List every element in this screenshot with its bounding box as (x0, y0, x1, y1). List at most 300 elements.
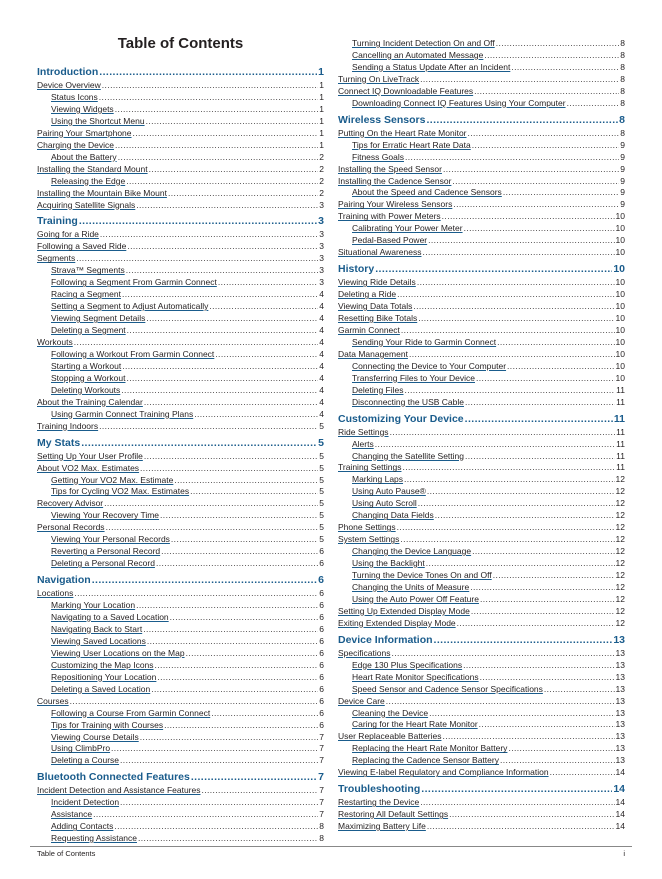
toc-entry-title[interactable]: Data Management (338, 348, 408, 359)
leader-dots (386, 696, 615, 706)
toc-entry-title[interactable]: Turning Incident Detection On and Off (352, 38, 495, 48)
toc-page-number: 3 (319, 229, 324, 240)
toc-entry[interactable] (37, 198, 324, 210)
toc-entry[interactable] (338, 753, 625, 765)
toc-entry[interactable] (338, 371, 625, 383)
toc-page-number: 10 (615, 360, 625, 371)
toc-entry-title[interactable]: Using ClimbPro (51, 743, 111, 754)
toc-entry-title[interactable]: Workouts (37, 337, 73, 347)
toc-entry[interactable] (37, 508, 324, 520)
toc-entry-title[interactable]: Changing the Device Language (352, 546, 472, 557)
toc-entry[interactable] (37, 484, 324, 496)
toc-entry[interactable] (37, 395, 324, 407)
toc-entry[interactable] (37, 174, 324, 186)
toc-section-heading[interactable] (338, 632, 625, 647)
toc-entry[interactable] (338, 96, 625, 108)
toc-entry[interactable] (338, 484, 625, 496)
toc-entry[interactable] (338, 347, 625, 359)
toc-entry-title[interactable]: Sending Your Ride to Garmin Connect (352, 336, 497, 347)
leader-dots (171, 534, 318, 544)
toc-entry-title[interactable]: Viewing Course Details (51, 731, 139, 742)
toc-page-number: 12 (615, 570, 625, 580)
toc-entry-title[interactable]: Bluetooth Connected Features (37, 771, 190, 784)
toc-entry[interactable] (338, 556, 625, 568)
toc-entry[interactable] (37, 819, 324, 831)
leader-dots (74, 337, 319, 347)
toc-entry[interactable] (338, 138, 625, 150)
toc-entry-title[interactable]: Setting Up Extended Display Mode (338, 605, 470, 616)
toc-entry[interactable] (338, 460, 625, 472)
toc-entry-title[interactable]: Status Icons (51, 91, 98, 102)
toc-entry-title[interactable]: Caring for the Heart Rate Monitor (352, 719, 478, 730)
toc-entry-title[interactable]: Deleting Workouts (51, 384, 121, 395)
toc-entry[interactable] (37, 520, 324, 532)
toc-entry-title[interactable]: Sending a Status Update After an Incident (352, 61, 511, 72)
toc-entry-title[interactable]: Replacing the Heart Rate Monitor Battery (352, 743, 508, 754)
toc-entry[interactable] (37, 646, 324, 658)
toc-entry[interactable] (37, 449, 324, 461)
leader-dots (496, 38, 620, 48)
toc-entry-title[interactable]: Using Auto Scroll (352, 498, 417, 509)
toc-entry-title[interactable]: Following a Saved Ride (37, 241, 127, 252)
toc-entry[interactable] (338, 126, 625, 138)
toc-entry[interactable] (338, 580, 625, 592)
toc-entry-title[interactable]: Stopping a Workout (51, 372, 126, 383)
toc-entry-title[interactable]: Downloading Connect IQ Features Using Your Computer (352, 97, 566, 108)
toc-entry-title[interactable]: Deleting a Saved Location (51, 683, 151, 694)
toc-entry[interactable] (338, 694, 625, 706)
toc-page-number: 9 (620, 187, 625, 198)
toc-section-heading[interactable] (37, 572, 324, 587)
toc-entry-title[interactable]: Marking Your Location (51, 600, 136, 611)
leader-dots (149, 164, 319, 174)
toc-entry[interactable] (338, 48, 625, 60)
toc-page-number: 5 (318, 436, 324, 449)
toc-entry[interactable] (338, 670, 625, 682)
toc-entry-title[interactable]: Viewing User Locations on the Map (51, 647, 185, 658)
toc-entry[interactable] (338, 604, 625, 616)
toc-entry-title[interactable]: Using Garmin Connect Training Plans (51, 408, 194, 419)
toc-entry-title[interactable]: Disconnecting the USB Cable (352, 396, 464, 407)
toc-entry-title[interactable]: Changing the Units of Measure (352, 581, 470, 592)
toc-entry-title[interactable]: Following a Workout From Garmin Connect (51, 348, 215, 359)
toc-entry[interactable] (338, 395, 625, 407)
toc-entry[interactable] (338, 299, 625, 311)
toc-entry-title[interactable]: About the Training Calendar (37, 396, 143, 407)
toc-entry[interactable] (37, 670, 324, 682)
toc-entry[interactable] (37, 730, 324, 742)
toc-entry[interactable] (37, 347, 324, 359)
toc-entry[interactable] (338, 185, 625, 197)
leader-dots (397, 522, 615, 532)
toc-entry-title[interactable]: Viewing Ride Details (338, 277, 416, 288)
toc-entry-title[interactable]: Using the Backlight (352, 558, 425, 569)
toc-entry[interactable] (37, 275, 324, 287)
toc-entry[interactable] (338, 508, 625, 520)
toc-entry[interactable] (37, 227, 324, 239)
toc-section-heading[interactable] (37, 769, 324, 784)
toc-entry-title[interactable]: Installing the Standard Mount (37, 163, 148, 174)
toc-entry-title[interactable]: System Settings (338, 534, 400, 545)
toc-entry-title[interactable]: Transferring Files to Your Device (352, 372, 475, 383)
toc-entry-title[interactable]: Customizing Your Device (338, 412, 464, 425)
toc-entry-title[interactable]: Following a Course From Garmin Connect (51, 707, 211, 718)
toc-entry-title[interactable]: Replacing the Cadence Sensor Battery (352, 755, 499, 766)
toc-entry[interactable] (338, 287, 625, 299)
toc-entry[interactable] (37, 556, 324, 568)
toc-entry-title[interactable]: Recovery Advisor (37, 498, 104, 509)
toc-entry-title[interactable]: Navigation (37, 574, 91, 587)
toc-entry-title[interactable]: Installing the Mountain Bike Mount (37, 187, 167, 198)
toc-entry-title[interactable]: Using Auto Pause® (352, 486, 426, 497)
toc-entry-title[interactable]: About the Speed and Cadence Sensors (352, 187, 502, 198)
toc-page-number: 14 (615, 809, 625, 820)
toc-entry-title[interactable]: Acquiring Satellite Signals (37, 199, 136, 210)
toc-entry-title[interactable]: My Stats (37, 436, 81, 449)
toc-entry-title[interactable]: Releasing the Edge (51, 175, 126, 186)
toc-entry-title[interactable]: Resetting Bike Totals (338, 313, 418, 323)
leader-dots (426, 558, 615, 568)
toc-entry-title[interactable]: Tips for Cycling VO2 Max. Estimates (51, 486, 190, 497)
toc-entry-title[interactable]: Starting a Workout (51, 360, 122, 371)
toc-entry-title[interactable]: Going for a Ride (37, 229, 99, 240)
toc-section-heading[interactable] (338, 411, 625, 426)
toc-entry[interactable] (338, 425, 625, 437)
toc-entry[interactable] (37, 323, 324, 335)
toc-entry[interactable] (338, 520, 625, 532)
toc-entry[interactable] (37, 126, 324, 138)
toc-section-heading[interactable] (37, 213, 324, 228)
toc-entry[interactable] (37, 682, 324, 694)
toc-entry-title[interactable]: Installing the Cadence Sensor (338, 175, 452, 186)
toc-entry-title[interactable]: Viewing E-label Regulatory and Compliance Information (338, 767, 549, 778)
toc-entry-title[interactable]: Setting a Segment to Adjust Automatically (51, 301, 209, 312)
toc-entry-title[interactable]: Tips for Training with Courses (51, 719, 164, 730)
toc-entry[interactable] (37, 138, 324, 150)
toc-entry-title[interactable]: Courses (37, 695, 69, 706)
toc-entry-title[interactable]: Deleting a Ride (338, 289, 397, 300)
toc-entry-title[interactable]: Heart Rate Monitor Specifications (352, 671, 479, 682)
leader-dots (194, 409, 318, 419)
toc-entry-title[interactable]: Calibrating Your Power Meter (352, 223, 463, 234)
toc-entry-title[interactable]: Repositioning Your Location (51, 671, 157, 682)
toc-entry-title[interactable]: Troubleshooting (338, 783, 421, 796)
toc-page-number: 13 (615, 671, 625, 682)
toc-entry[interactable] (37, 299, 324, 311)
toc-entry-title[interactable]: Personal Records (37, 522, 105, 533)
leader-dots (508, 743, 614, 753)
toc-entry-title[interactable]: Getting Your VO2 Max. Estimate (51, 474, 174, 485)
toc-entry-title[interactable]: Cleaning the Device (352, 707, 429, 718)
toc-page-number: 4 (319, 384, 324, 395)
toc-entry[interactable] (338, 359, 625, 371)
toc-entry-title[interactable]: Viewing Your Personal Records (51, 534, 170, 545)
toc-entry-title[interactable]: Locations (37, 588, 74, 599)
toc-entry[interactable] (37, 407, 324, 419)
toc-entry[interactable] (338, 568, 625, 580)
toc-entry[interactable] (37, 335, 324, 347)
toc-entry-title[interactable]: Viewing Segment Details (51, 313, 146, 324)
toc-entry[interactable] (338, 795, 625, 807)
toc-entry-title[interactable]: Cancelling an Automated Message (352, 49, 484, 60)
leader-dots (186, 648, 319, 658)
toc-entry-title[interactable]: Edge 130 Plus Specifications (352, 659, 463, 670)
toc-page-number: 7 (318, 771, 324, 784)
toc-entry[interactable] (37, 753, 324, 765)
toc-entry[interactable] (37, 658, 324, 670)
toc-entry-title[interactable]: Pairing Your Wireless Sensors (338, 199, 453, 210)
toc-entry-title[interactable]: Incident Detection (51, 797, 120, 808)
toc-entry[interactable] (338, 150, 625, 162)
toc-entry-title[interactable]: Connect IQ Downloadable Features (338, 85, 474, 96)
toc-entry[interactable] (37, 239, 324, 251)
toc-entry-title[interactable]: Navigating to a Saved Location (51, 612, 169, 622)
toc-entry-title[interactable]: Device Care (338, 695, 385, 706)
toc-page-number: 9 (620, 151, 625, 162)
toc-section-heading[interactable] (37, 435, 324, 450)
toc-entry-title[interactable]: Exiting Extended Display Mode (338, 617, 456, 628)
toc-entry-title[interactable]: Using the Shortcut Menu (51, 115, 145, 126)
toc-entry[interactable] (338, 311, 625, 323)
toc-entry[interactable] (338, 544, 625, 556)
toc-entry[interactable] (37, 311, 324, 323)
toc-page-number: 4 (319, 325, 324, 336)
toc-entry-title[interactable]: Specifications (338, 647, 391, 658)
leader-dots (468, 128, 620, 138)
toc-entry-title[interactable]: Requesting Assistance (51, 833, 137, 844)
toc-page-number: 11 (616, 384, 625, 395)
toc-entry-title[interactable]: Turning On LiveTrack (338, 73, 420, 84)
toc-entry[interactable] (338, 323, 625, 335)
toc-entry[interactable] (338, 221, 625, 233)
toc-entry[interactable] (37, 383, 324, 395)
leader-dots (164, 720, 318, 730)
leader-dots (211, 708, 318, 718)
toc-entry[interactable] (338, 245, 625, 257)
toc-entry-title[interactable]: Changing the Satellite Setting (352, 450, 464, 461)
toc-entry[interactable] (338, 275, 625, 287)
toc-entry[interactable] (37, 150, 324, 162)
toc-entry[interactable] (338, 72, 625, 84)
toc-entry[interactable] (338, 174, 625, 186)
leader-dots (474, 86, 619, 96)
toc-entry[interactable] (37, 251, 324, 263)
toc-page-number: 1 (319, 127, 324, 138)
toc-entry[interactable] (338, 335, 625, 347)
toc-entry-title[interactable]: Pairing Your Smartphone (37, 127, 132, 138)
toc-entry[interactable] (338, 383, 625, 395)
toc-entry-title[interactable]: Training with Power Meters (338, 211, 441, 222)
toc-entry[interactable] (37, 287, 324, 299)
toc-entry[interactable] (338, 729, 625, 741)
toc-entry-title[interactable]: Installing the Speed Sensor (338, 163, 442, 174)
toc-entry[interactable] (338, 646, 625, 658)
toc-entry-title[interactable]: Using the Auto Power Off Feature (352, 593, 479, 604)
toc-entry[interactable] (37, 598, 324, 610)
toc-entry[interactable] (338, 437, 625, 449)
toc-entry-title[interactable]: Device Information (338, 633, 433, 646)
toc-entry-title[interactable]: About the Battery (51, 151, 117, 162)
toc-entry[interactable] (37, 741, 324, 753)
toc-entry[interactable] (338, 616, 625, 628)
toc-entry-title[interactable]: Alerts (352, 438, 374, 449)
toc-entry-title[interactable]: Training Settings (338, 462, 402, 473)
toc-entry-title[interactable]: Maximizing Battery Life (338, 821, 426, 832)
toc-page-number: 10 (615, 247, 625, 258)
toc-entry-title[interactable]: Customizing the Map Icons (51, 659, 154, 670)
leader-dots (391, 648, 614, 658)
toc-page-number: 7 (319, 731, 324, 742)
toc-entry-title[interactable]: Deleting Files (352, 384, 404, 395)
toc-page-number: 5 (319, 498, 324, 509)
toc-entry-title[interactable]: Training Indoors (37, 420, 99, 431)
toc-page-number: 10 (615, 324, 625, 335)
toc-entry-title[interactable]: User Replaceable Batteries (338, 731, 442, 742)
toc-entry[interactable] (37, 586, 324, 598)
leader-dots (465, 451, 615, 461)
toc-entry-title[interactable]: Reverting a Personal Record (51, 546, 161, 557)
toc-entry-title[interactable]: Setting Up Your User Profile (37, 450, 143, 461)
toc-entry[interactable] (37, 807, 324, 819)
toc-entry-title[interactable]: Viewing Your Recovery Time (51, 510, 160, 521)
toc-entry[interactable] (338, 819, 625, 831)
toc-entry-title[interactable]: Viewing Saved Locations (51, 635, 146, 646)
toc-entry-title[interactable]: Garmin Connect (338, 324, 400, 335)
toc-entry-title[interactable]: Deleting a Segment (51, 325, 126, 336)
leader-dots (479, 719, 615, 729)
toc-entry[interactable] (37, 795, 324, 807)
toc-page-number: 11 (616, 426, 625, 437)
toc-entry[interactable] (37, 114, 324, 126)
toc-entry-title[interactable]: Restarting the Device (338, 797, 420, 808)
toc-entry[interactable] (338, 592, 625, 604)
toc-entry-title[interactable]: Navigating Back to Start (51, 623, 143, 634)
toc-entry[interactable] (338, 706, 625, 718)
leader-dots (442, 211, 615, 221)
toc-entry[interactable] (338, 162, 625, 174)
toc-entry[interactable] (338, 209, 625, 221)
toc-page-number: 7 (319, 797, 324, 808)
toc-entry[interactable] (338, 472, 625, 484)
toc-entry-title[interactable]: Changing Data Fields (352, 510, 434, 521)
toc-entry-title[interactable]: About VO2 Max. Estimates (37, 462, 140, 473)
toc-section-heading[interactable] (338, 112, 625, 127)
toc-entry[interactable] (37, 496, 324, 508)
toc-entry-title[interactable]: Ride Settings (338, 426, 389, 437)
toc-entry-title[interactable]: Connecting the Device to Your Computer (352, 360, 507, 371)
leader-dots (417, 277, 615, 287)
toc-entry-title[interactable]: Training (37, 215, 78, 228)
leader-dots (118, 152, 319, 162)
toc-entry-title[interactable]: Introduction (37, 66, 99, 78)
toc-entry[interactable] (37, 162, 324, 174)
toc-entry[interactable] (37, 622, 324, 634)
toc-entry[interactable] (37, 90, 324, 102)
toc-page-number: 4 (319, 372, 324, 383)
toc-entry[interactable] (338, 449, 625, 461)
toc-entry-title[interactable]: Phone Settings (338, 522, 396, 533)
toc-entry[interactable] (338, 807, 625, 819)
toc-entry[interactable] (37, 706, 324, 718)
toc-entry-title[interactable]: History (338, 263, 375, 276)
toc-entry[interactable] (338, 197, 625, 209)
toc-entry-title[interactable]: Speed Sensor and Cadence Sensor Specifications (352, 683, 543, 694)
toc-entry[interactable] (37, 461, 324, 473)
toc-section-heading[interactable] (37, 64, 324, 79)
toc-entry[interactable] (37, 263, 324, 275)
toc-entry-title[interactable]: Marking Laps (352, 474, 404, 485)
toc-entry[interactable] (338, 36, 625, 48)
toc-entry[interactable] (37, 419, 324, 431)
toc-entry-title[interactable]: Putting On the Heart Rate Monitor (338, 127, 467, 138)
toc-entry[interactable] (338, 658, 625, 670)
toc-entry[interactable] (37, 186, 324, 198)
toc-entry[interactable] (37, 544, 324, 556)
toc-entry[interactable] (338, 765, 625, 777)
toc-entry[interactable] (37, 831, 324, 843)
toc-entry[interactable] (37, 359, 324, 371)
toc-entry[interactable] (338, 741, 625, 753)
toc-entry-title[interactable]: Device Overview (37, 80, 101, 90)
leader-dots (480, 672, 615, 682)
toc-entry[interactable] (338, 717, 625, 729)
toc-entry[interactable] (338, 233, 625, 245)
toc-entry-title[interactable]: Viewing Widgets (51, 103, 114, 114)
toc-entry-title[interactable]: Fitness Goals (352, 151, 404, 162)
toc-entry[interactable] (338, 60, 625, 72)
toc-page-number: 1 (319, 115, 324, 126)
toc-entry[interactable] (37, 371, 324, 383)
toc-entry[interactable] (37, 783, 324, 795)
toc-page-number: 3 (319, 253, 324, 264)
leader-dots (418, 313, 614, 323)
toc-section-heading[interactable] (338, 261, 625, 276)
toc-entry[interactable] (338, 496, 625, 508)
toc-entry-title[interactable]: Deleting a Personal Record (51, 558, 155, 569)
toc-entry-title[interactable]: Charging the Device (37, 139, 115, 150)
toc-entry-title[interactable]: Assistance (51, 809, 93, 820)
toc-entry-title[interactable]: Wireless Sensors (338, 113, 426, 126)
toc-entry[interactable] (338, 682, 625, 694)
toc-page-number: 13 (615, 707, 625, 718)
toc-entry-title[interactable]: Racing a Segment (51, 289, 121, 300)
toc-entry[interactable] (37, 473, 324, 485)
toc-entry-title[interactable]: Strava™ Segments (51, 265, 125, 276)
toc-entry[interactable] (37, 694, 324, 706)
toc-entry-title[interactable]: Viewing Data Totals (338, 301, 413, 312)
toc-entry-title[interactable]: Restoring All Default Settings (338, 809, 449, 820)
toc-entry[interactable] (37, 610, 324, 622)
toc-entry-title[interactable]: Deleting a Course (51, 755, 120, 766)
toc-entry-title[interactable]: Turning the Device Tones On and Off (352, 570, 492, 580)
toc-entry[interactable] (37, 102, 324, 114)
toc-entry-title[interactable]: Adding Contacts (51, 821, 114, 832)
toc-section-heading[interactable] (338, 781, 625, 796)
toc-entry-title[interactable]: Tips for Erratic Heart Rate Data (352, 139, 471, 150)
toc-page-number: 8 (620, 127, 625, 138)
toc-entry[interactable] (338, 84, 625, 96)
toc-entry[interactable] (37, 634, 324, 646)
toc-entry-title[interactable]: Situational Awareness (338, 247, 422, 258)
toc-entry-title[interactable]: Following a Segment From Garmin Connect (51, 277, 217, 288)
toc-entry-title[interactable]: Segments (37, 253, 76, 264)
toc-entry[interactable] (37, 78, 324, 90)
toc-entry[interactable] (37, 532, 324, 544)
toc-entry-title[interactable]: Pedal-Based Power (352, 235, 428, 246)
toc-entry[interactable] (37, 718, 324, 730)
toc-entry[interactable] (338, 532, 625, 544)
toc-entry-title[interactable]: Incident Detection and Assistance Features (37, 785, 201, 796)
